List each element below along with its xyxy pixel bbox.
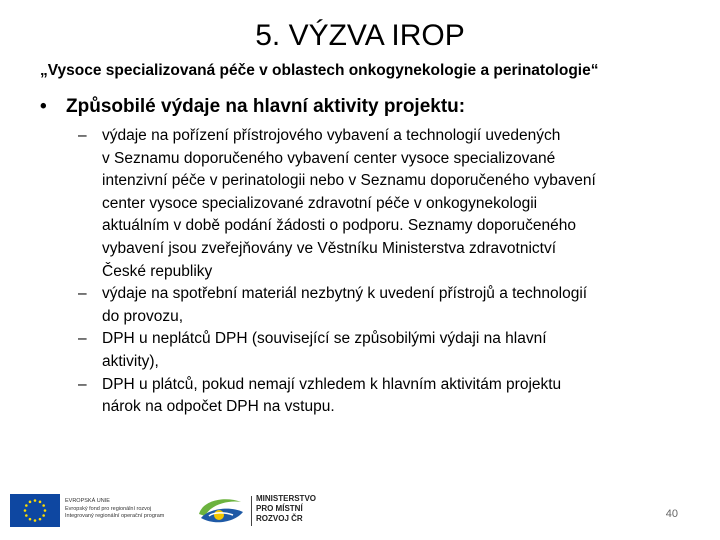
- list-item: [78, 125, 688, 283]
- list-item-text: DPH u neplátců DPH (související se způsobilými výdaji na hlavní aktivity),: [102, 330, 547, 370]
- main-bullet: [40, 95, 700, 119]
- page-number: 40: [665, 508, 678, 520]
- list-item: [78, 374, 688, 419]
- list-item: [78, 283, 688, 328]
- eu-star: [29, 501, 32, 504]
- list-item-text: výdaje na spotřební materiál nezbytný k uvedení přístrojů a technologií do provozu,: [102, 285, 588, 325]
- eu-star: [34, 519, 37, 522]
- footer-logos: [10, 490, 340, 530]
- sub-item-list: [78, 125, 688, 419]
- eu-star: [25, 514, 28, 517]
- slide-title: 5. VÝZVA IROP: [255, 19, 465, 52]
- eu-star: [39, 501, 42, 504]
- eu-star: [39, 518, 42, 521]
- eu-star: [42, 514, 45, 517]
- mmr-logo-icon: [195, 492, 247, 528]
- eu-star: [29, 518, 32, 521]
- list-item-text: výdaje na pořízení přístrojového vybavení a technologií uvedených v Seznamu doporučeného vybavení center vysoce specializované intenzivní péče v perinatologii nebo v Seznamu doporučeného vybavení center vysoce specializované zdravotní péče v onkogynekologii aktuálním v době podání žádosti o podporu. Seznamy doporučeného vybavení jsou zveřejňovány ve Věstníku Ministerstva zdravotnictví České republiky: [102, 127, 596, 280]
- dash-marker: –: [78, 375, 87, 393]
- main-bullet-text: Způsobilé výdaje na hlavní aktivity projektu:: [66, 96, 466, 117]
- slide-subtitle: „Vysoce specializovaná péče v oblastech onkogynekologie a perinatologie“: [40, 62, 599, 79]
- eu-star: [24, 509, 27, 512]
- eu-star: [44, 509, 47, 512]
- dash-marker: –: [78, 330, 87, 348]
- eu-star: [42, 504, 45, 507]
- list-item-text: DPH u plátců, pokud nemají vzhledem k hlavním aktivitám projektu nárok na odpočet DPH na vstupu.: [102, 375, 562, 416]
- dash-marker: –: [78, 285, 87, 303]
- eu-logo-text: EVROPSKÁ UNIE Evropský fond pro regionální rozvoj Integrovaný regionální operační program: [65, 498, 165, 519]
- bullet-marker: •: [40, 96, 47, 117]
- eu-flag-icon: [10, 494, 60, 527]
- mmr-logo-text: MINISTERSTVO PRO MÍSTNÍ ROZVOJ ČR: [256, 494, 317, 523]
- eu-star: [25, 504, 28, 507]
- list-item: [78, 328, 688, 373]
- dash-marker: –: [78, 127, 87, 144]
- logo-divider: [251, 496, 252, 526]
- eu-star: [34, 499, 37, 502]
